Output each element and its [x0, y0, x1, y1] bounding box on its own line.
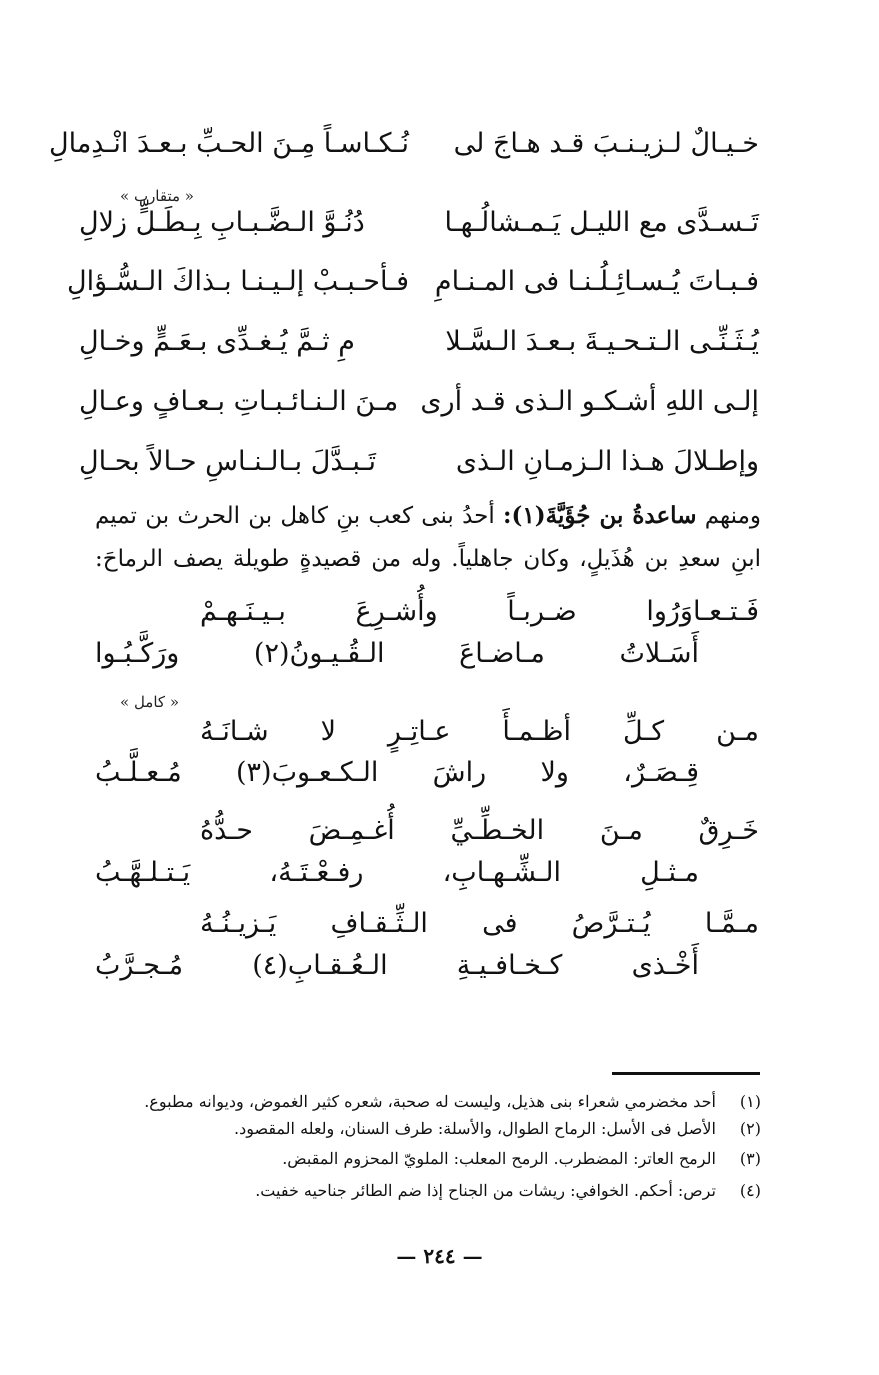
verse2-3-first: خَـرِقٌ مـنَ الخـطِّـيِّ أُغـمِـضَ حـدُّهُ: [200, 815, 759, 846]
footnote-number: (١): [739, 1092, 761, 1111]
footnote-separator: [612, 1072, 760, 1075]
page-number: — ٢٤٤ —: [396, 1244, 483, 1268]
footnote-text: أحد مخضرمي شعراء بنى هذيل، وليست له صحبة، شعره كثير الغموض، وديوانه مطبوع.: [144, 1092, 716, 1111]
verse2-3-second: مـثـلِ الـشِّـهـابِ، رفـعْـتَـهُ، يَـتـلـهَّـبُ: [95, 857, 699, 888]
prose-line-2: ابنِ سعدِ بن هُذَيلٍ، وكان جاهلياً. وله من قصيدةٍ طويلة يصف الرماحَ:: [95, 546, 761, 572]
prose-rest: أحدُ بنى كعب بنِ كاهل بن الحرث بن تميم: [95, 503, 495, 529]
verse-1-second: نُـكـاسـاً مِـنَ الحـبِّ بـعـدَ انْـدِمالِ: [48, 128, 409, 159]
verse2-2-second: قِـصَـرٌ، ولا راشَ الـكـعـوبَ(٣) مُـعـلَّـبُ: [95, 757, 699, 788]
verse2-4-first: مـمَّـا يُـتـرَّصُ فى الـثِّـقـافِ يَـزيـنُـهُ: [200, 908, 759, 939]
verse-3-first: فـبـاتَ يُـسـائِـلُـنـا فى المـنـامِ: [434, 266, 759, 297]
footnote-number: (٢): [739, 1119, 761, 1138]
verse-6-first: وإطـلالَ هـذا الـزمـانِ الـذى: [455, 446, 759, 477]
verse-6-second: تَـبـدَّلَ بـالـنـاسِ حـالاً بحـالِ: [79, 446, 376, 477]
verse-3-second: فـأحـبـبْ إلـيـنـا بـذاكَ الـسُّـؤالِ: [67, 266, 409, 297]
verse2-1-second: أَسَـلاتُ مـاضـاعَ الـقُـيـونُ(٢) ورَكَّـبُـوا: [95, 638, 700, 669]
verse2-2-first: مـن كـلِّ أظـمـأَ عـاتِـرٍ لا شـانَـهُ: [200, 716, 759, 747]
footnote-text: الأصل فى الأسل: الرماح الطوال، والأسلة: طرف السنان، ولعله المقصود.: [233, 1119, 716, 1138]
verse-5-second: مـنَ الـنـائـبـاتِ بـعـافٍ وعـالِ: [79, 386, 399, 417]
prose-prefix: ومنهم: [704, 503, 762, 529]
meter-label-1: « متقارب »: [120, 187, 194, 205]
footnote-number: (٣): [739, 1149, 761, 1168]
poet-name: ساعدةُ بن جُؤَيَّةَ(١):: [503, 502, 697, 529]
footnote-4: [160, 1181, 761, 1200]
verse-4-second: مِ ثـمَّ يُـغـدِّى بـعَـمٍّ وخـالِ: [79, 326, 355, 357]
prose-line-1: [95, 502, 761, 529]
meter-label-2: « كامل »: [120, 693, 179, 711]
verse-4-first: يُـثَـنِّـى الـتـحـيـةَ بـعـدَ الـسَّـلا: [445, 326, 759, 357]
footnote-3: [160, 1149, 761, 1168]
verse-5-first: إلـى اللهِ أشـكـو الـذى قـد أرى: [420, 386, 759, 417]
footnote-text: الرمح العاتر: المضطرب. الرمح المعلب: الملويّ المحزوم المقبض.: [282, 1149, 716, 1168]
footnote-number: (٤): [739, 1181, 761, 1200]
footnote-text: ترص: أحكم. الخوافي: ريشات من الجناح إذا ضم الطائر جناحيه خفيت.: [255, 1181, 716, 1200]
verse-2-second: دُنُـوَّ الـضَّـبـابِ بِـطَـلٍّ زلالِ: [79, 207, 365, 238]
footnote-1: [144, 1092, 761, 1111]
verse-2-first: تَـسـدَّى مع الليـل يَـمـشالُـهـا: [444, 207, 759, 238]
verse2-4-second: أَخْـذى كـخـافـيـةِ الـعُـقـابِ(٤) مُـجـرَّبُ: [95, 950, 699, 981]
verse-1-first: خـيـالٌ لـزيـنـبَ قـد هـاجَ لى: [453, 128, 759, 159]
footnote-2: [160, 1119, 761, 1138]
verse2-1-first: فَـتـعـاوَرُوا ضـربـاً وأُشـرِعَ بـيـنَـهـمْ: [200, 596, 759, 627]
